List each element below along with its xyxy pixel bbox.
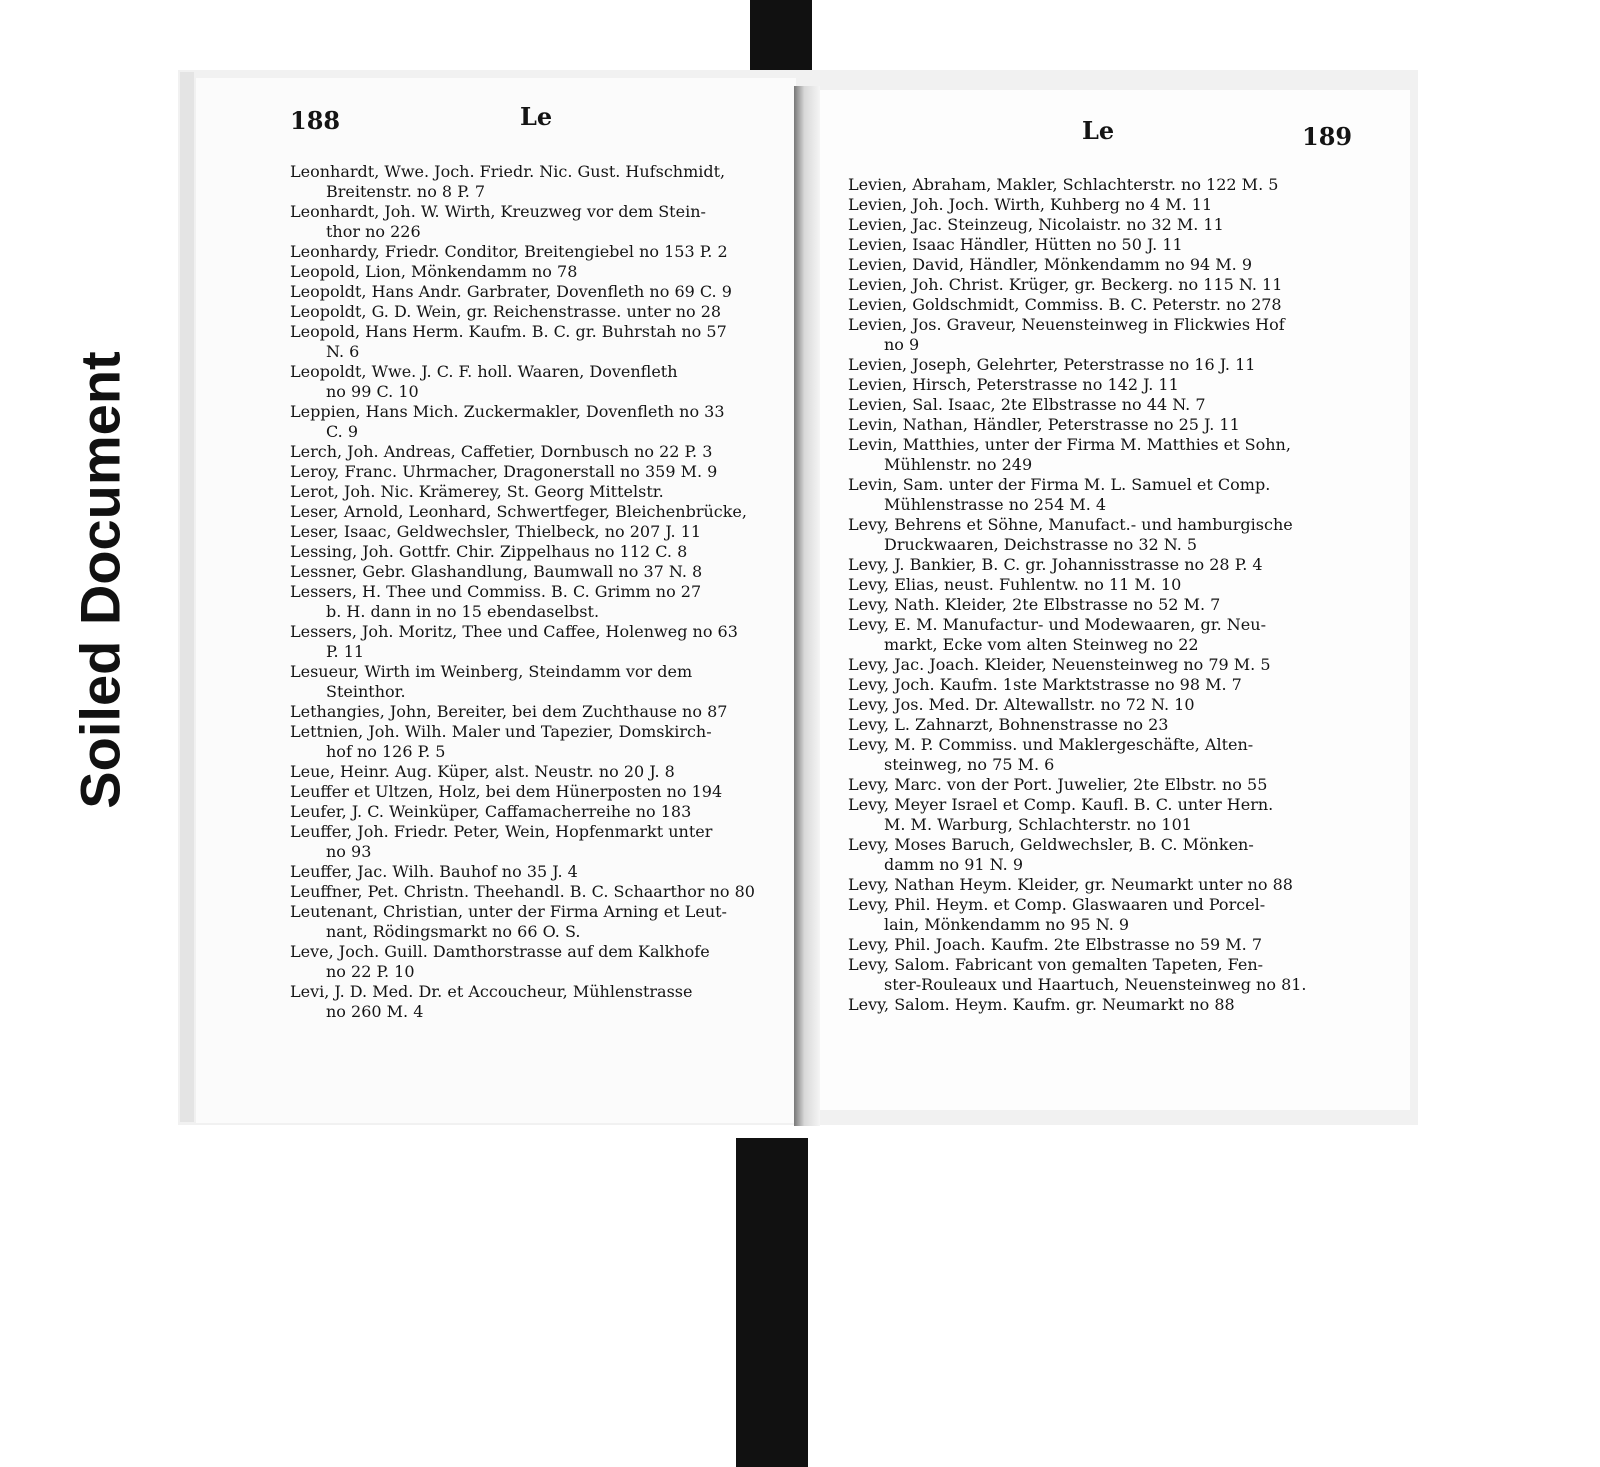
directory-entry bbox=[290, 302, 780, 322]
entry-line: Levien, Joh. Christ. Krüger, gr. Beckerg. no 115 N. 11 bbox=[848, 275, 1283, 294]
directory-entry bbox=[848, 555, 1338, 575]
entry-continuation-line: markt, Ecke vom alten Steinweg no 22 bbox=[884, 635, 1199, 654]
entry-line: Levien, David, Händler, Mönkendamm no 94 M. 9 bbox=[848, 255, 1253, 274]
entry-continuation-line: lain, Mönkendamm no 95 N. 9 bbox=[884, 915, 1130, 934]
right-page-header: Le bbox=[1082, 116, 1115, 145]
entry-continuation-line: damm no 91 N. 9 bbox=[884, 855, 1024, 874]
directory-entry bbox=[290, 282, 780, 302]
entry-line: Levien, Jac. Steinzeug, Nicolaistr. no 32 M. 11 bbox=[848, 215, 1224, 234]
binding-tab-bottom bbox=[736, 1138, 808, 1467]
entry-line: Levy, Marc. von der Port. Juwelier, 2te Elbstr. no 55 bbox=[848, 775, 1268, 794]
entry-line: Levien, Isaac Händler, Hütten no 50 J. 11 bbox=[848, 235, 1183, 254]
entry-line: Levy, Elias, neust. Fuhlentw. no 11 M. 10 bbox=[848, 575, 1182, 594]
entry-line: Levien, Joh. Joch. Wirth, Kuhberg no 4 M. 11 bbox=[848, 195, 1213, 214]
directory-entry bbox=[848, 615, 1338, 655]
entry-line: Leopoldt, G. D. Wein, gr. Reichenstrasse. unter no 28 bbox=[290, 302, 722, 321]
directory-entry bbox=[290, 702, 780, 722]
entry-line: Lessing, Joh. Gottfr. Chir. Zippelhaus no 112 C. 8 bbox=[290, 542, 688, 561]
entry-continuation-line: Breitenstr. no 8 P. 7 bbox=[326, 182, 486, 201]
directory-entry bbox=[848, 595, 1338, 615]
directory-entry bbox=[848, 235, 1338, 255]
directory-entry bbox=[290, 562, 780, 582]
entry-line: Leuffer, Jac. Wilh. Bauhof no 35 J. 4 bbox=[290, 862, 578, 881]
entry-line: Levy, Jac. Joach. Kleider, Neuensteinweg no 79 M. 5 bbox=[848, 655, 1271, 674]
entry-line: Lessner, Gebr. Glashandlung, Baumwall no 37 N. 8 bbox=[290, 562, 703, 581]
entry-line: Leonhardt, Wwe. Joch. Friedr. Nic. Gust. Hufschmidt, bbox=[290, 162, 726, 181]
directory-entry bbox=[848, 575, 1338, 595]
left-directory-column bbox=[290, 162, 780, 1022]
soiled-document-stamp bbox=[40, 160, 160, 809]
entry-continuation-line: Steinthor. bbox=[326, 682, 406, 701]
entry-line: Levy, Behrens et Söhne, Manufact.- und hamburgische bbox=[848, 515, 1293, 534]
directory-entry bbox=[290, 862, 780, 882]
entry-line: Levi, J. D. Med. Dr. et Accoucheur, Mühlenstrasse bbox=[290, 982, 693, 1001]
entry-continuation-line: thor no 226 bbox=[326, 222, 421, 241]
directory-entry bbox=[290, 362, 780, 402]
entry-continuation-line: P. 11 bbox=[326, 642, 365, 661]
directory-entry bbox=[848, 475, 1338, 515]
directory-entry bbox=[848, 695, 1338, 715]
entry-continuation-line: M. M. Warburg, Schlachterstr. no 101 bbox=[884, 815, 1192, 834]
directory-entry bbox=[290, 982, 780, 1022]
entry-line: Leppien, Hans Mich. Zuckermakler, Dovenfleth no 33 bbox=[290, 402, 725, 421]
directory-entry bbox=[848, 675, 1338, 695]
entry-line: Levy, E. M. Manufactur- und Modewaaren, gr. Neu- bbox=[848, 615, 1266, 634]
directory-entry bbox=[848, 935, 1338, 955]
entry-continuation-line: no 99 C. 10 bbox=[326, 382, 419, 401]
directory-entry bbox=[290, 622, 780, 662]
entry-continuation-line: steinweg, no 75 M. 6 bbox=[884, 755, 1055, 774]
entry-line: Leutenant, Christian, unter der Firma Arning et Leut- bbox=[290, 902, 727, 921]
entry-line: Lethangies, John, Bereiter, bei dem Zuchthause no 87 bbox=[290, 702, 728, 721]
directory-entry bbox=[290, 802, 780, 822]
entry-line: Leroy, Franc. Uhrmacher, Dragonerstall no 359 M. 9 bbox=[290, 462, 718, 481]
directory-entry bbox=[848, 175, 1338, 195]
directory-entry bbox=[290, 902, 780, 942]
entry-line: Leopold, Lion, Mönkendamm no 78 bbox=[290, 262, 578, 281]
entry-line: Levy, Phil. Heym. et Comp. Glaswaaren und Porcel- bbox=[848, 895, 1266, 914]
directory-entry bbox=[290, 662, 780, 702]
directory-entry bbox=[848, 315, 1338, 355]
entry-line: Levien, Goldschmidt, Commiss. B. C. Peterstr. no 278 bbox=[848, 295, 1282, 314]
directory-entry bbox=[848, 415, 1338, 435]
right-directory-column bbox=[848, 175, 1338, 1015]
directory-entry bbox=[848, 215, 1338, 235]
entry-continuation-line: no 22 P. 10 bbox=[326, 962, 415, 981]
entry-line: Leufer, J. C. Weinküper, Caffamacherreihe no 183 bbox=[290, 802, 692, 821]
entry-continuation-line: no 93 bbox=[326, 842, 372, 861]
directory-entry bbox=[848, 655, 1338, 675]
directory-entry bbox=[290, 262, 780, 282]
entry-line: Leser, Isaac, Geldwechsler, Thielbeck, no 207 J. 11 bbox=[290, 522, 702, 541]
entry-line: Levien, Abraham, Makler, Schlachterstr. no 122 M. 5 bbox=[848, 175, 1279, 194]
entry-line: Levin, Sam. unter der Firma M. L. Samuel et Comp. bbox=[848, 475, 1271, 494]
book-gutter bbox=[794, 86, 820, 1126]
directory-entry bbox=[848, 715, 1338, 735]
directory-entry bbox=[290, 882, 780, 902]
entry-continuation-line: Mühlenstr. no 249 bbox=[884, 455, 1033, 474]
directory-entry bbox=[848, 515, 1338, 555]
directory-entry bbox=[848, 435, 1338, 475]
entry-line: Leve, Joch. Guill. Damthorstrasse auf dem Kalkhofe bbox=[290, 942, 710, 961]
entry-line: Levin, Nathan, Händler, Peterstrasse no 25 J. 11 bbox=[848, 415, 1240, 434]
directory-entry bbox=[848, 295, 1338, 315]
directory-entry bbox=[848, 995, 1338, 1015]
directory-entry bbox=[290, 482, 780, 502]
directory-entry bbox=[290, 442, 780, 462]
entry-line: Leue, Heinr. Aug. Küper, alst. Neustr. no 20 J. 8 bbox=[290, 762, 675, 781]
entry-line: Levy, Meyer Israel et Comp. Kaufl. B. C. unter Hern. bbox=[848, 795, 1274, 814]
entry-line: Levin, Matthies, unter der Firma M. Matthies et Sohn, bbox=[848, 435, 1291, 454]
page-edges bbox=[180, 72, 194, 1122]
entry-line: Leonhardt, Joh. W. Wirth, Kreuzweg vor dem Stein- bbox=[290, 202, 706, 221]
entry-line: Levien, Sal. Isaac, 2te Elbstrasse no 44 N. 7 bbox=[848, 395, 1206, 414]
directory-entry bbox=[848, 735, 1338, 775]
directory-entry bbox=[848, 955, 1338, 995]
entry-line: Levy, Jos. Med. Dr. Altewallstr. no 72 N. 10 bbox=[848, 695, 1195, 714]
directory-entry bbox=[290, 462, 780, 482]
entry-line: Lettnien, Joh. Wilh. Maler und Tapezier, Domskirch- bbox=[290, 722, 712, 741]
entry-line: Levy, Phil. Joach. Kaufm. 2te Elbstrasse no 59 M. 7 bbox=[848, 935, 1262, 954]
entry-line: Lessers, Joh. Moritz, Thee und Caffee, Holenweg no 63 bbox=[290, 622, 738, 641]
entry-line: Leser, Arnold, Leonhard, Schwertfeger, Bleichenbrücke, bbox=[290, 502, 747, 521]
directory-entry bbox=[290, 762, 780, 782]
directory-entry bbox=[848, 875, 1338, 895]
entry-line: Levy, Nath. Kleider, 2te Elbstrasse no 52 M. 7 bbox=[848, 595, 1221, 614]
entry-line: Levy, M. P. Commiss. und Maklergeschäfte, Alten- bbox=[848, 735, 1254, 754]
directory-entry bbox=[290, 322, 780, 362]
entry-continuation-line: hof no 126 P. 5 bbox=[326, 742, 446, 761]
entry-line: Levy, J. Bankier, B. C. gr. Johannisstrasse no 28 P. 4 bbox=[848, 555, 1263, 574]
entry-line: Lerot, Joh. Nic. Krämerey, St. Georg Mittelstr. bbox=[290, 482, 664, 501]
directory-entry bbox=[290, 502, 780, 522]
entry-line: Lerch, Joh. Andreas, Caffetier, Dornbusch no 22 P. 3 bbox=[290, 442, 713, 461]
entry-continuation-line: C. 9 bbox=[326, 422, 359, 441]
directory-entry bbox=[848, 835, 1338, 875]
directory-entry bbox=[848, 195, 1338, 215]
entry-line: Levien, Jos. Graveur, Neuensteinweg in Flickwies Hof bbox=[848, 315, 1285, 334]
directory-entry bbox=[290, 402, 780, 442]
directory-entry bbox=[290, 162, 780, 202]
entry-line: Levy, Joch. Kaufm. 1ste Marktstrasse no 98 M. 7 bbox=[848, 675, 1242, 694]
stamp-label: Soiled Document bbox=[68, 351, 132, 809]
entry-line: Leopoldt, Hans Andr. Garbrater, Dovenfleth no 69 C. 9 bbox=[290, 282, 732, 301]
entry-line: Levy, Salom. Fabricant von gemalten Tapeten, Fen- bbox=[848, 955, 1264, 974]
directory-entry bbox=[290, 202, 780, 242]
entry-continuation-line: N. 6 bbox=[326, 342, 360, 361]
directory-entry bbox=[290, 542, 780, 562]
directory-entry bbox=[848, 255, 1338, 275]
left-page-number: 188 bbox=[290, 106, 341, 135]
directory-entry bbox=[848, 895, 1338, 935]
entry-continuation-line: b. H. dann in no 15 ebendaselbst. bbox=[326, 602, 600, 621]
entry-line: Leuffer, Joh. Friedr. Peter, Wein, Hopfenmarkt unter bbox=[290, 822, 713, 841]
left-page-header: Le bbox=[520, 102, 553, 131]
entry-line: Leuffer et Ultzen, Holz, bei dem Hünerposten no 194 bbox=[290, 782, 723, 801]
entry-continuation-line: Mühlenstrasse no 254 M. 4 bbox=[884, 495, 1107, 514]
entry-line: Leopold, Hans Herm. Kaufm. B. C. gr. Buhrstah no 57 bbox=[290, 322, 727, 341]
entry-continuation-line: no 260 M. 4 bbox=[326, 1002, 424, 1021]
directory-entry bbox=[290, 522, 780, 542]
entry-line: Levy, Salom. Heym. Kaufm. gr. Neumarkt no 88 bbox=[848, 995, 1235, 1014]
directory-entry bbox=[290, 722, 780, 762]
entry-line: Levy, Nathan Heym. Kleider, gr. Neumarkt unter no 88 bbox=[848, 875, 1293, 894]
directory-entry bbox=[290, 822, 780, 862]
right-page-number: 189 bbox=[1302, 122, 1353, 151]
entry-line: Levy, Moses Baruch, Geldwechsler, B. C. Mönken- bbox=[848, 835, 1254, 854]
entry-line: Levien, Hirsch, Peterstrasse no 142 J. 11 bbox=[848, 375, 1179, 394]
entry-line: Leuffner, Pet. Christn. Theehandl. B. C. Schaarthor no 80 bbox=[290, 882, 755, 901]
directory-entry bbox=[290, 942, 780, 982]
directory-entry bbox=[290, 782, 780, 802]
entry-continuation-line: Druckwaaren, Deichstrasse no 32 N. 5 bbox=[884, 535, 1198, 554]
entry-line: Leopoldt, Wwe. J. C. F. holl. Waaren, Dovenfleth bbox=[290, 362, 678, 381]
entry-line: Levy, L. Zahnarzt, Bohnenstrasse no 23 bbox=[848, 715, 1169, 734]
entry-line: Leonhardy, Friedr. Conditor, Breitengiebel no 153 P. 2 bbox=[290, 242, 728, 261]
entry-continuation-line: ster-Rouleaux und Haartuch, Neuensteinweg no 81. bbox=[884, 975, 1307, 994]
directory-entry bbox=[848, 355, 1338, 375]
entry-line: Levien, Joseph, Gelehrter, Peterstrasse no 16 J. 11 bbox=[848, 355, 1256, 374]
entry-line: Lessers, H. Thee und Commiss. B. C. Grimm no 27 bbox=[290, 582, 702, 601]
directory-entry bbox=[848, 775, 1338, 795]
entry-continuation-line: nant, Rödingsmarkt no 66 O. S. bbox=[326, 922, 581, 941]
entry-line: Lesueur, Wirth im Weinberg, Steindamm vor dem bbox=[290, 662, 693, 681]
directory-entry bbox=[848, 395, 1338, 415]
directory-entry bbox=[290, 242, 780, 262]
entry-continuation-line: no 9 bbox=[884, 335, 920, 354]
directory-entry bbox=[290, 582, 780, 622]
directory-entry bbox=[848, 275, 1338, 295]
directory-entry bbox=[848, 375, 1338, 395]
directory-entry bbox=[848, 795, 1338, 835]
